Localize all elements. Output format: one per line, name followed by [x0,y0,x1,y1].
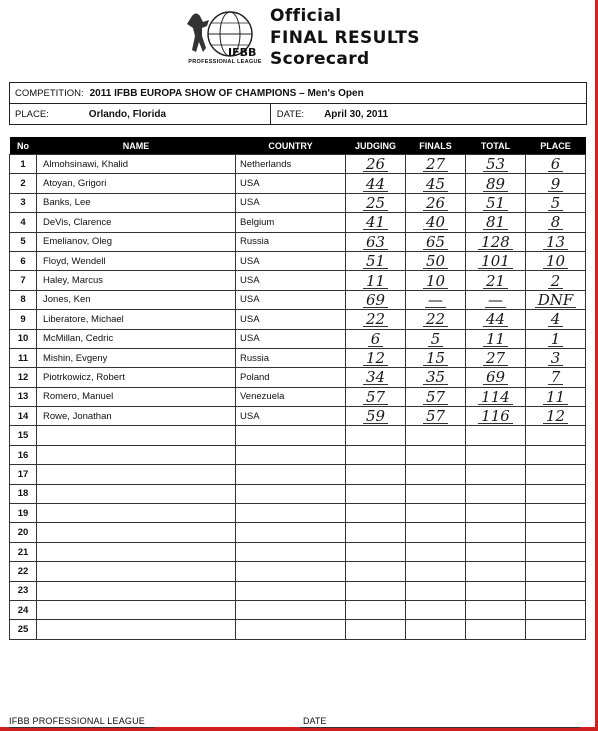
judging-score [346,542,406,561]
final-place-value: 9 [548,177,564,192]
judging-score [346,368,406,387]
total-score [466,368,526,387]
header-no: No [10,137,37,155]
finals-score [406,445,466,464]
total-score [466,155,526,174]
competitor-name: Liberatore, Michael [37,310,236,329]
judging-score-value: 63 [363,235,388,250]
judging-score [346,155,406,174]
judging-score-value: 25 [363,196,388,211]
title-line-1: Official [270,6,342,26]
competitor-country: Belgium [236,213,346,232]
final-place-value: 2 [548,274,564,289]
competitor-name: Piotrkowicz, Robert [37,368,236,387]
finals-score [406,251,466,270]
competitor-name [37,542,236,561]
logo-caption: PROFESSIONAL LEAGUE [188,59,262,65]
final-place [526,465,586,484]
row-number: 12 [10,368,37,387]
competitor-name [37,465,236,484]
judging-score [346,445,406,464]
table-row [10,213,586,232]
row-number: 1 [10,155,37,174]
finals-score-value: 40 [423,215,448,230]
final-place [526,290,586,309]
header-judging: JUDGING [346,137,406,155]
total-score [466,290,526,309]
competitor-country: Russia [236,232,346,251]
finals-score-value: 65 [423,235,448,250]
header-name: NAME [37,137,236,155]
row-number: 13 [10,387,37,406]
final-place [526,329,586,348]
finals-score [406,193,466,212]
finals-score [406,290,466,309]
competitor-name: Almohsinawi, Khalid [37,155,236,174]
finals-score [406,387,466,406]
footer-date-label: DATE [303,716,327,726]
total-score-value: 51 [483,196,508,211]
competitor-country [236,620,346,639]
total-score [466,445,526,464]
judging-score [346,465,406,484]
footer-signature-line [9,727,154,728]
judging-score-value: 57 [363,390,388,405]
final-place [526,213,586,232]
row-number: 21 [10,542,37,561]
table-row [10,562,586,581]
final-place [526,232,586,251]
table-row [10,387,586,406]
judging-score [346,426,406,445]
competitor-name: Floyd, Wendell [37,251,236,270]
total-score-value: 116 [478,409,513,424]
competitor-country [236,581,346,600]
finals-score-value: 35 [423,370,448,385]
competitor-country [236,484,346,503]
row-number: 8 [10,290,37,309]
total-score [466,348,526,367]
competitor-country: USA [236,329,346,348]
finals-score-value: — [425,293,446,308]
finals-score-value: 5 [428,332,444,347]
competition-row [10,83,586,103]
competitor-name [37,620,236,639]
row-number: 23 [10,581,37,600]
judging-score [346,504,406,523]
competitor-country: USA [236,174,346,193]
footer-date-line [300,727,580,728]
total-score [466,562,526,581]
competition-info-box [9,82,587,125]
row-number: 22 [10,562,37,581]
judging-score [346,484,406,503]
final-place-value: 8 [548,215,564,230]
final-place [526,174,586,193]
total-score [466,232,526,251]
finals-score-value: 22 [423,312,448,327]
judging-score [346,271,406,290]
competitor-country: Netherlands [236,155,346,174]
title-line-3: Scorecard [270,49,370,69]
judging-score-value: 34 [363,370,388,385]
competitor-country [236,445,346,464]
finals-score-value: 57 [423,390,448,405]
table-row [10,484,586,503]
competitor-name [37,504,236,523]
total-score [466,542,526,561]
table-row [10,329,586,348]
competitor-name: McMillan, Cedric [37,329,236,348]
final-place [526,271,586,290]
judging-score-value: 22 [363,312,388,327]
page-title [270,6,420,71]
judging-score [346,251,406,270]
competitor-name: Emelianov, Oleg [37,232,236,251]
competitor-name [37,562,236,581]
finals-score-value: 15 [423,351,448,366]
finals-score [406,329,466,348]
total-score [466,523,526,542]
judging-score-value: 41 [363,215,388,230]
total-score-value: 89 [483,177,508,192]
final-place [526,484,586,503]
table-row [10,504,586,523]
row-number: 15 [10,426,37,445]
competitor-country: USA [236,310,346,329]
final-place [526,620,586,639]
competitor-name: Atoyan, Grigori [37,174,236,193]
finals-score [406,600,466,619]
place-value: Orlando, Florida [88,108,167,120]
table-row [10,620,586,639]
final-place-value: 11 [543,390,568,405]
total-score [466,484,526,503]
final-place [526,504,586,523]
finals-score-value: 50 [423,254,448,269]
judging-score-value: 59 [363,409,388,424]
finals-score [406,484,466,503]
total-score [466,213,526,232]
competitor-name [37,581,236,600]
total-score [466,387,526,406]
table-row [10,348,586,367]
total-score-value: — [485,293,506,308]
finals-score-value: 45 [423,177,448,192]
table-row [10,193,586,212]
finals-score [406,155,466,174]
total-score-value: 11 [483,332,508,347]
finals-score [406,542,466,561]
competitor-country [236,504,346,523]
final-place-value: 10 [543,254,568,269]
total-score-value: 21 [483,274,508,289]
competitor-country: USA [236,193,346,212]
logo-text: IFBB [228,46,257,59]
row-number: 5 [10,232,37,251]
total-score [466,581,526,600]
judging-score [346,348,406,367]
judging-score [346,620,406,639]
total-score-value: 27 [483,351,508,366]
table-row [10,155,586,174]
competitor-country [236,426,346,445]
place-date-row [10,103,586,124]
finals-score [406,407,466,426]
ifbb-logo [178,8,268,66]
table-row [10,310,586,329]
final-place [526,348,586,367]
table-row [10,174,586,193]
row-number: 14 [10,407,37,426]
row-number: 16 [10,445,37,464]
competitor-name [37,426,236,445]
finals-score [406,368,466,387]
final-place [526,426,586,445]
judging-score [346,193,406,212]
table-row [10,426,586,445]
finals-score [406,523,466,542]
footer-league-label: IFBB PROFESSIONAL LEAGUE [9,716,146,726]
judging-score [346,387,406,406]
row-number: 20 [10,523,37,542]
judging-score-value: 12 [363,351,388,366]
judging-score-value: 44 [363,177,388,192]
competition-value: 2011 IFBB EUROPA SHOW OF CHAMPIONS – Men's Open [89,87,364,99]
final-place [526,310,586,329]
competition-label: COMPETITION: [15,87,84,99]
table-row [10,290,586,309]
info-divider [270,104,271,124]
finals-score [406,562,466,581]
judging-score-value: 6 [368,332,384,347]
final-place-value: 7 [548,370,564,385]
table-row [10,407,586,426]
row-number: 7 [10,271,37,290]
judging-score-value: 69 [363,293,388,308]
date-value: April 30, 2011 [324,108,389,120]
final-place-value: 4 [548,312,564,327]
competitor-country [236,523,346,542]
finals-score [406,504,466,523]
judging-score-value: 51 [363,254,388,269]
final-place-value: 13 [543,235,568,250]
row-number: 19 [10,504,37,523]
finals-score [406,174,466,193]
total-score-value: 101 [478,254,513,269]
total-score-value: 128 [478,235,513,250]
total-score-value: 44 [483,312,508,327]
judging-score [346,290,406,309]
final-place [526,542,586,561]
total-score [466,465,526,484]
competitor-name: Rowe, Jonathan [37,407,236,426]
final-place [526,562,586,581]
table-row [10,542,586,561]
final-place [526,600,586,619]
finals-score [406,348,466,367]
final-place [526,407,586,426]
judging-score [346,213,406,232]
row-number: 11 [10,348,37,367]
judging-score-value: 26 [363,157,388,172]
judging-score [346,329,406,348]
judging-score [346,562,406,581]
judging-score [346,523,406,542]
date-label: DATE: [276,108,305,120]
row-number: 2 [10,174,37,193]
row-number: 18 [10,484,37,503]
header-finals: FINALS [406,137,466,155]
competitor-country [236,562,346,581]
row-number: 17 [10,465,37,484]
judging-score [346,174,406,193]
finals-score-value: 26 [423,196,448,211]
competitor-country: USA [236,407,346,426]
final-place-value: 5 [548,196,564,211]
judging-score [346,310,406,329]
final-place-value: 6 [548,157,564,172]
finals-score [406,232,466,251]
judging-score [346,600,406,619]
competitor-name: Banks, Lee [37,193,236,212]
total-score [466,407,526,426]
finals-score [406,213,466,232]
competitor-country: USA [236,251,346,270]
header-country: COUNTRY [236,137,346,155]
row-number: 3 [10,193,37,212]
results-table [9,137,586,640]
row-number: 10 [10,329,37,348]
table-row [10,465,586,484]
total-score [466,193,526,212]
total-score [466,600,526,619]
results-header-row [10,137,586,155]
finals-score [406,620,466,639]
final-place-value: 3 [548,351,564,366]
table-row [10,581,586,600]
judging-score [346,407,406,426]
competitor-name: Jones, Ken [37,290,236,309]
total-score [466,174,526,193]
table-row [10,271,586,290]
competitor-name: Romero, Manuel [37,387,236,406]
finals-score [406,581,466,600]
total-score [466,620,526,639]
finals-score-value: 27 [423,157,448,172]
finals-score [406,465,466,484]
judging-score [346,232,406,251]
header-total: TOTAL [466,137,526,155]
final-place [526,523,586,542]
total-score [466,329,526,348]
competitor-name [37,484,236,503]
finals-score [406,271,466,290]
total-score-value: 81 [483,215,508,230]
final-place [526,193,586,212]
final-place [526,387,586,406]
total-score [466,271,526,290]
competitor-name: Haley, Marcus [37,271,236,290]
competitor-name: Mishin, Evgeny [37,348,236,367]
row-number: 6 [10,251,37,270]
total-score-value: 69 [483,370,508,385]
total-score [466,251,526,270]
finals-score-value: 57 [423,409,448,424]
results-body [10,155,586,640]
final-place-value: DNF [535,293,577,308]
final-place-value: 12 [543,409,568,424]
table-row [10,600,586,619]
finals-score [406,310,466,329]
competitor-country [236,600,346,619]
competitor-country: USA [236,271,346,290]
row-number: 4 [10,213,37,232]
competitor-country [236,465,346,484]
table-row [10,445,586,464]
table-row [10,232,586,251]
total-score [466,426,526,445]
row-number: 24 [10,600,37,619]
judging-score-value: 11 [363,274,388,289]
total-score-value: 53 [483,157,508,172]
finals-score [406,426,466,445]
competitor-country [236,542,346,561]
judging-score [346,581,406,600]
competitor-country: Poland [236,368,346,387]
competitor-name [37,445,236,464]
total-score [466,310,526,329]
competitor-name [37,523,236,542]
final-place [526,251,586,270]
finals-score-value: 10 [423,274,448,289]
table-row [10,368,586,387]
final-place [526,445,586,464]
header-place: PLACE [526,137,586,155]
table-row [10,251,586,270]
row-number: 25 [10,620,37,639]
final-place [526,581,586,600]
final-place-value: 1 [548,332,564,347]
table-row [10,523,586,542]
title-line-2: FINAL RESULTS [270,27,420,48]
row-number: 9 [10,310,37,329]
competitor-name: DeVis, Clarence [37,213,236,232]
final-place [526,155,586,174]
place-label: PLACE: [15,108,49,120]
total-score [466,504,526,523]
competitor-country: Russia [236,348,346,367]
total-score-value: 114 [478,390,513,405]
competitor-name [37,600,236,619]
competitor-country: USA [236,290,346,309]
final-place [526,368,586,387]
competitor-country: Venezuela [236,387,346,406]
